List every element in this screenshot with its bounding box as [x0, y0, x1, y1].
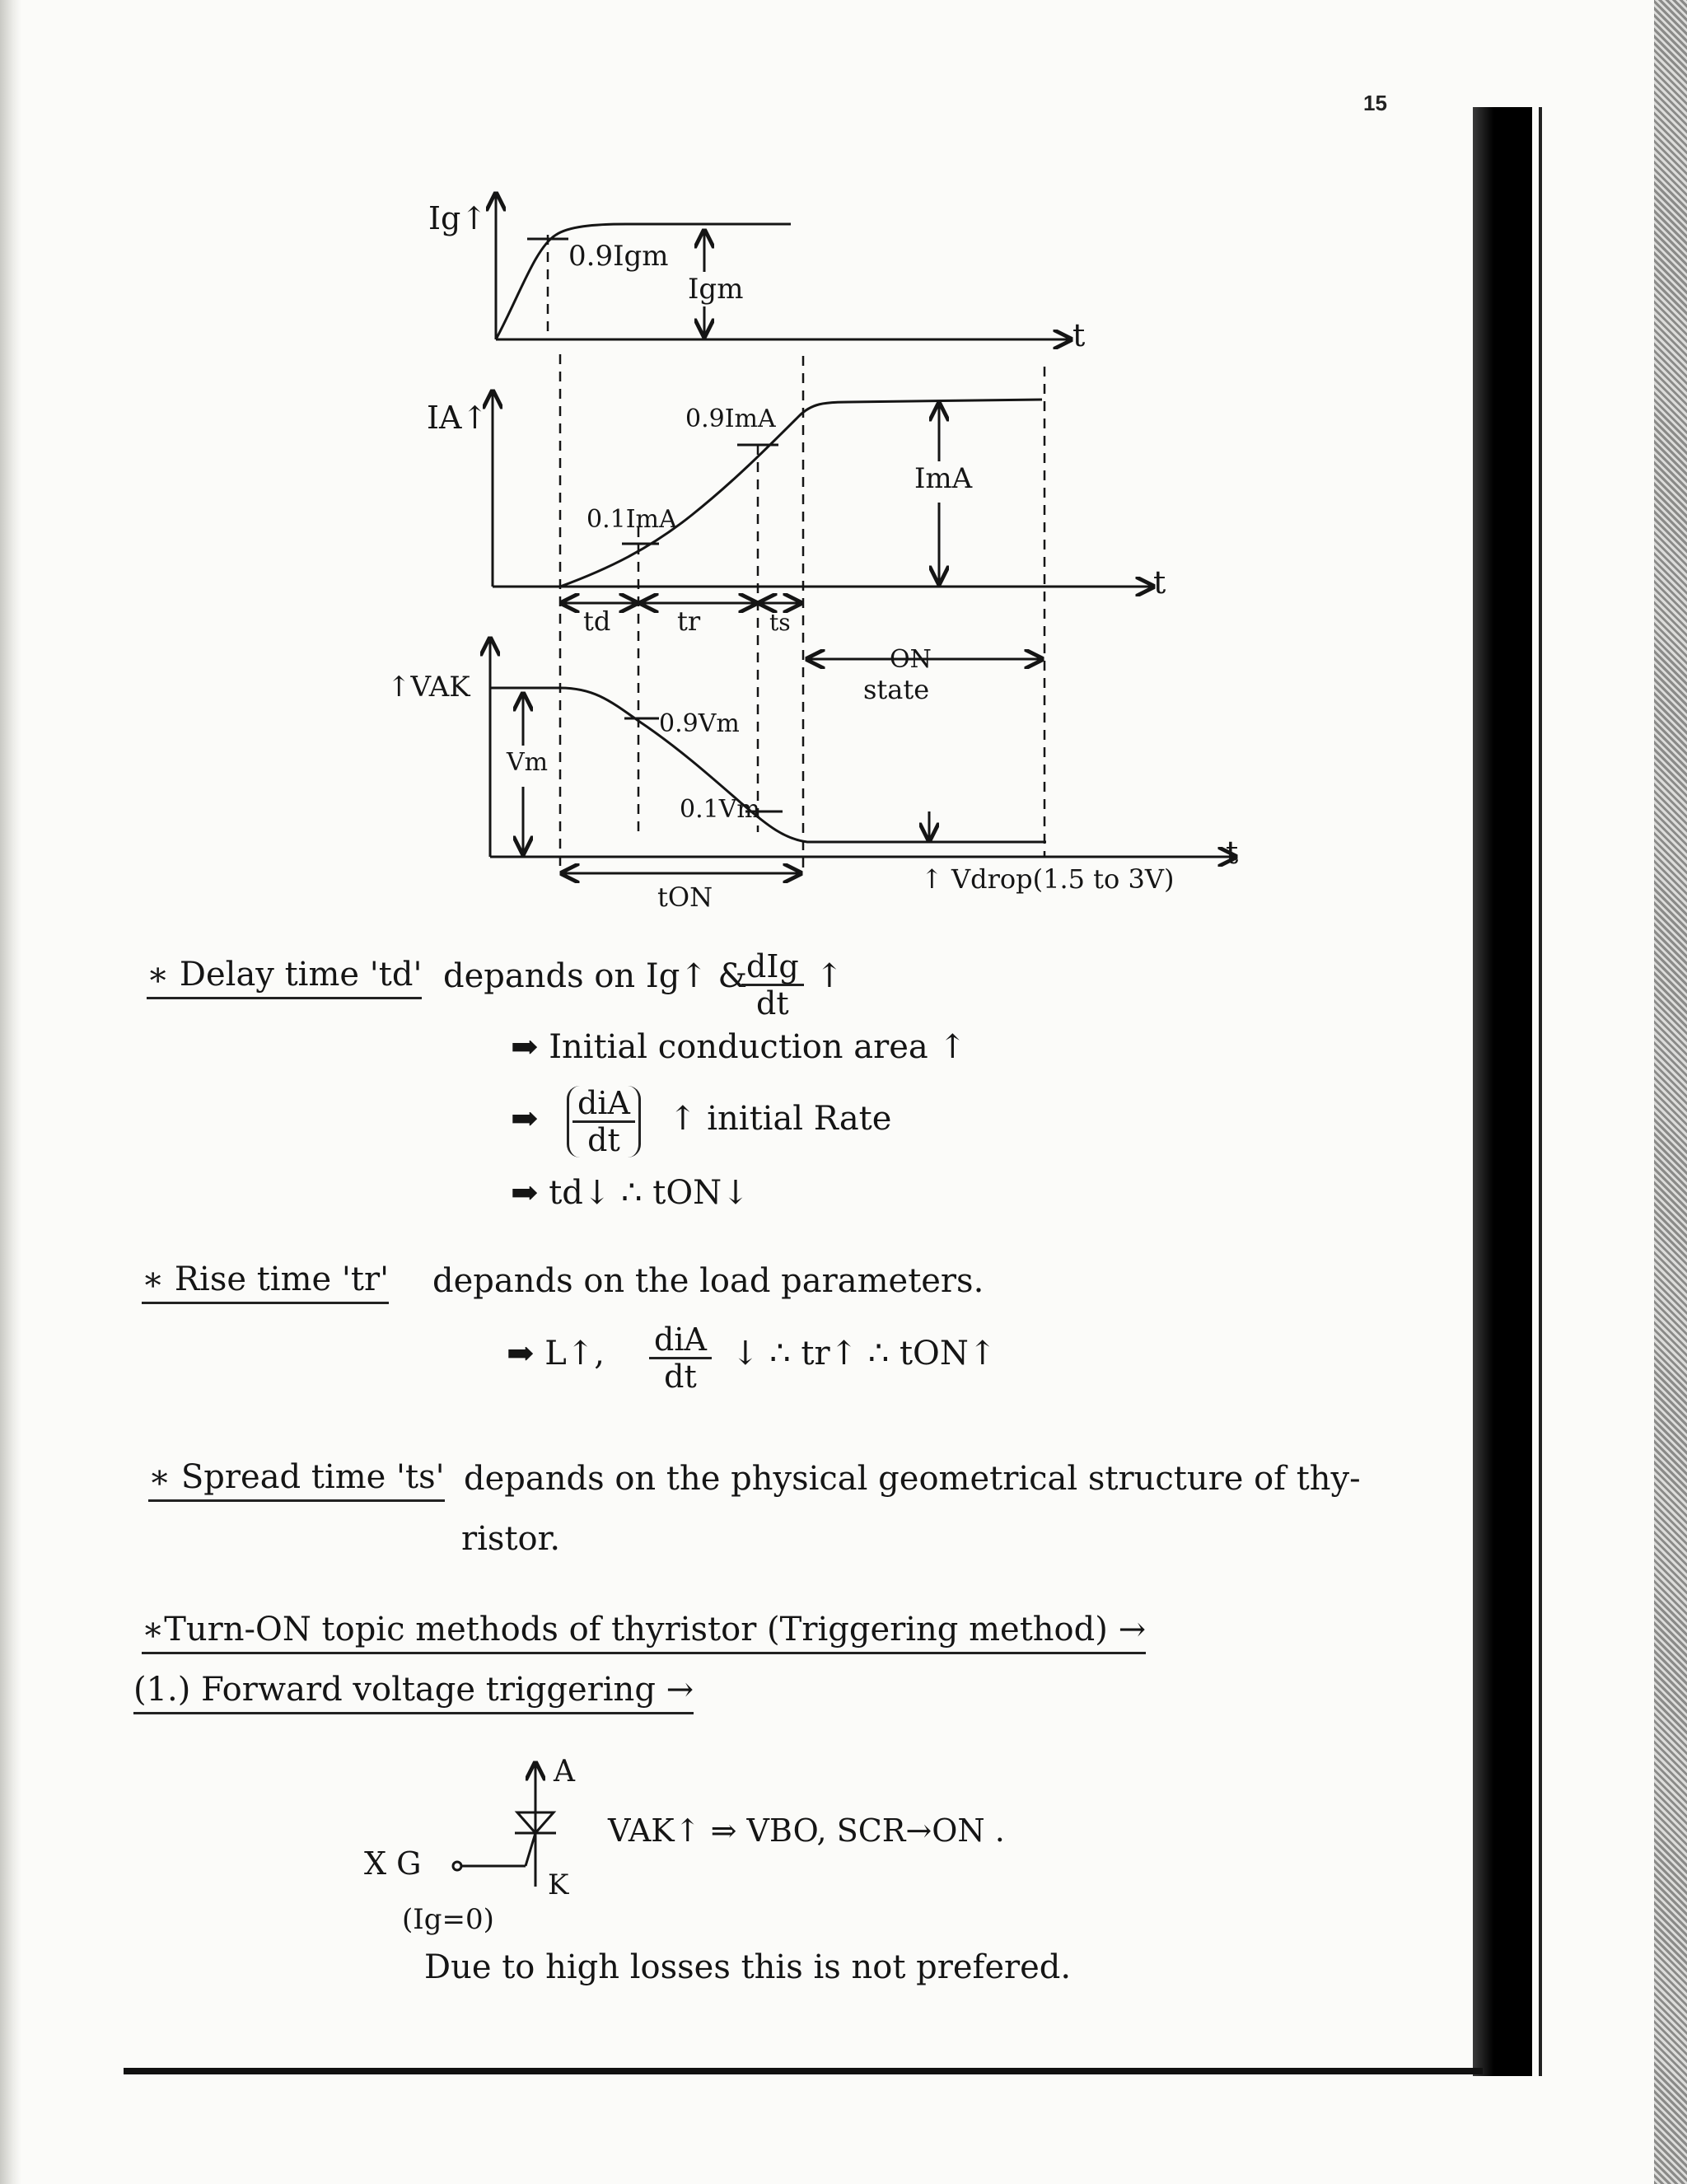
rise-dia-dt-fraction	[649, 1322, 712, 1394]
rise-bullet-end: ↓ ∴ tr↑ ∴ tON↑	[731, 1335, 997, 1373]
rise-dia-denominator: dt	[664, 1359, 697, 1395]
scr-note: Due to high losses this is not prefered.	[424, 1948, 1072, 1986]
scr-gate-terminal	[453, 1862, 461, 1870]
spread-depends: depands on the physical geometrical structure of thy-	[464, 1460, 1361, 1498]
td-label: td	[583, 606, 611, 637]
scr-gate-label: X G	[364, 1845, 422, 1882]
dig-dt-fraction	[741, 949, 804, 1021]
ig-level-label: 0.9Igm	[568, 240, 669, 273]
v01-label: 0.1Vm	[680, 795, 760, 824]
delay-bullet-2-arrow: ➡	[511, 1100, 539, 1138]
state-label: state	[863, 674, 930, 705]
scr-symbol	[453, 1763, 556, 1887]
spread-continuation: ristor.	[461, 1520, 561, 1558]
vak-axis-label: ↑VAK	[387, 671, 470, 704]
vak-t-label: t	[1226, 835, 1239, 871]
bottom-rule	[124, 2068, 1483, 2074]
ts-label: ts	[769, 609, 791, 636]
vdrop-label: ↑ Vdrop(1.5 to 3V)	[921, 863, 1175, 895]
dia-dt-fraction	[567, 1086, 641, 1157]
vm-label: Vm	[507, 748, 549, 777]
turn-on-methods-heading: ∗Turn-ON topic methods of thyristor (Triggering method) →	[142, 1611, 1146, 1654]
scr-cathode-label: K	[548, 1868, 569, 1901]
scr-anode-label: A	[554, 1755, 575, 1789]
v09-label: 0.9Vm	[659, 709, 740, 738]
dig-numerator: dIg	[741, 949, 804, 986]
dig-denominator: dt	[756, 985, 789, 1022]
spread-heading: ∗ Spread time 'ts'	[148, 1458, 445, 1502]
delay-heading: ∗ Delay time 'td'	[147, 956, 422, 999]
delay-depends: depands on Ig↑ &	[443, 957, 748, 995]
vak-curve	[490, 688, 1046, 842]
igm-label: Igm	[688, 273, 744, 306]
scr-gate-line	[526, 1833, 535, 1866]
rise-bullet-start: ➡ L↑,	[507, 1335, 605, 1373]
rise-depends: depands on the load parameters.	[432, 1262, 984, 1300]
dia-numerator: diA	[572, 1086, 635, 1123]
page-number: 15	[1363, 91, 1387, 115]
dia-denominator: dt	[587, 1122, 620, 1158]
ia-09-label: 0.9ImA	[685, 405, 776, 433]
ima-label: ImA	[914, 462, 973, 495]
ia-axis-label: IA↑	[427, 400, 488, 436]
scr-condition: VAK↑ ⇒ VBO, SCR→ON .	[608, 1812, 1005, 1849]
tr-label: tr	[677, 606, 701, 637]
delay-bullet-initial-rate: ↑ initial Rate	[669, 1100, 892, 1138]
delay-bullet-conduction-area: ➡ Initial conduction area ↑	[511, 1028, 966, 1066]
ton-label: tON	[657, 882, 713, 913]
dig-up-arrow: ↑	[815, 957, 844, 995]
scr-ig-zero-label: (Ig=0)	[402, 1903, 494, 1936]
ia-t-label: t	[1153, 564, 1166, 601]
forward-voltage-triggering: (1.) Forward voltage triggering →	[133, 1671, 694, 1714]
on-label: ON	[890, 645, 932, 674]
ia-01-label: 0.1ImA	[586, 505, 677, 534]
delay-bullet-ton: ➡ td↓ ∴ tON↓	[511, 1174, 750, 1212]
rise-heading: ∗ Rise time 'tr'	[142, 1260, 389, 1304]
ig-t-label: t	[1072, 317, 1086, 353]
ig-axis-label: Ig↑	[428, 200, 488, 236]
rise-dia-numerator: diA	[649, 1322, 712, 1359]
